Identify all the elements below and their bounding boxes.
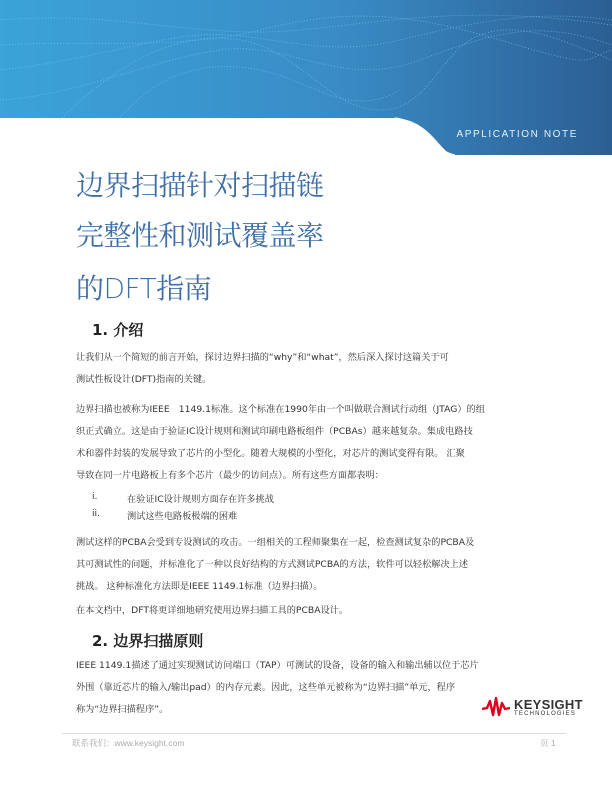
text-line: 在本文档中，DFT将更详细地研究使用边界扫描工具的PCBA设计。 <box>76 605 349 616</box>
text-line: IEEE 1149.1描述了通过实现测试访问端口（TAP）可测试的设备，设备的输入和输出辅以位于芯片 <box>76 660 479 671</box>
principles-paragraph <box>76 655 546 721</box>
text-line: 织正式确立。这是由于验证IC设计规则和测试印刷电路板组件（PCBAs）越来越复杂。集成电路技 <box>76 426 473 437</box>
list-marker: ii. <box>92 508 101 519</box>
text-line: 术和器件封装的发展导致了芯片的小型化。随着大规模的小型化，对芯片的测试变得有限。 汇聚 <box>76 448 465 459</box>
section-heading-intro: 1. 介绍 <box>92 321 144 339</box>
footer-contact-link[interactable]: 联系我们：www.keysight.com <box>72 738 185 748</box>
text-line: 导致在同一片电路板上有多个芯片（最少的访问点）。所有这些方面都表明： <box>76 470 384 481</box>
page-number: 页 1 <box>540 738 556 748</box>
title-line-3: 的DFT指南 <box>76 272 212 305</box>
list-item: 在验证IC设计规则方面存在许多挑战 <box>127 494 274 505</box>
intro-paragraph-2 <box>76 399 546 487</box>
text-line: 挑战。 这种标准化方法即是IEEE 1149.1标准（边界扫描）。 <box>76 581 323 592</box>
logo-name: KEYSIGHT <box>514 696 583 712</box>
title-line-1: 边界扫描针对扫描链 <box>76 169 324 202</box>
header-banner <box>0 0 612 160</box>
section-heading-principles: 2. 边界扫描原则 <box>92 632 204 650</box>
logo-subtitle: TECHNOLOGIES <box>514 710 577 717</box>
intro-paragraph-4 <box>76 600 546 622</box>
text-line: 其可测试性的问题，并标准化了一种以良好结构的方式测试PCBA的方法，软件可以轻松解决上述 <box>76 559 469 570</box>
text-line: 测试这样的PCBA会受到专设测试的攻击。一组相关的工程师聚集在一起，检查测试复杂的PCBA及 <box>76 537 475 548</box>
text-line: 称为“边界扫描程序”。 <box>76 704 169 715</box>
document-type-label: APPLICATION NOTE <box>456 129 578 140</box>
footer-divider <box>62 733 566 734</box>
text-line: 边界扫描也被称为IEEE 1149.1标准。这个标准在1990年由一个叫做联合测试行动组（JTAG）的组 <box>76 404 485 415</box>
list-item: 测试这些电路板极端的困难 <box>127 511 238 522</box>
text-line: 外围（靠近芯片的输入/输出pad）的内存元素。因此，这些单元被称为“边界扫描”单元，程序 <box>76 682 456 693</box>
list-marker: i. <box>92 491 98 502</box>
keysight-logo <box>482 696 583 718</box>
keysight-wave-icon <box>482 696 510 718</box>
text-line: 测试性板设计(DFT)指南的关键。 <box>76 374 212 385</box>
intro-paragraph-3 <box>76 532 546 598</box>
text-line: 让我们从一个简短的前言开始，探讨边界扫描的“why”和“what”，然后深入探讨这篇关于可 <box>76 352 449 363</box>
title-line-2: 完整性和测试覆盖率 <box>76 219 324 252</box>
intro-paragraph-1 <box>76 347 546 391</box>
